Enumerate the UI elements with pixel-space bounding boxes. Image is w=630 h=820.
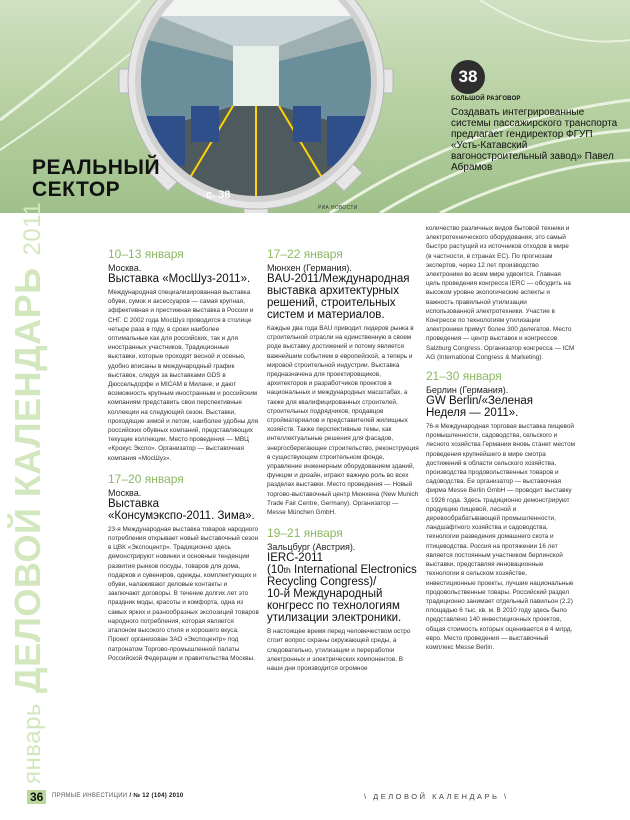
event-consumexpo <box>108 473 260 663</box>
hero-banner <box>0 0 630 213</box>
event-date: 17–22 января <box>267 247 343 261</box>
event-description: 76-я Международная торговая выставка пищевой промышленности, садоводства, сельского и лесного хозяйства Германии вновь станет местом проведения крупнейшего в мире смотра достижений в области сельского хозяйства, производства продовольственных товаров и садоводства. Ее организатор — выставочная фирма Messe Berlin GmbH — проводит выставку с 1926 года. Здесь традиционно демонстрируют продукцию пищевой, лесной и деревообрабатывающей промышленности, ландшафтного хозяйства и садоводства, технологии разведения домашнего скота и птицеводства. Россия на протяжении 16 лет является постоянным участником берлинской выставки, представляя инновационные технологии в сельском хозяйстве, инвестиционные проекты, лучшие национальные продовольственные товары. Российский раздел традиционно занимает отдельный павильон (2.2) площадью 6 тыс. кв. м. В 2010 году здесь было представлено 140 инвестиционных проектов, общая стоимость которых оценивается в 4 млрд. евро. Место проведения — выставочный комплекс Messe Berlin. <box>426 423 576 651</box>
page-number: 36 <box>27 790 46 804</box>
event-city: Москва. <box>108 487 142 498</box>
event-gw-berlin <box>426 370 576 652</box>
event-description: 23-я Международная выставка товаров народного потребления открывает новый выставочный сезон в ЦВК «Экспоцентр». Традиционно здесь демонстрируют новинки и основные тенденции развития рынков посуды, товаров для дома, подарков и сувениров, одежды, комплектующих и обуви, налаживают деловые контакты и заключают договоры. В течение долгих лет это праздник моды, красоты и комфорта, одна из самых ярких и разнообразных экспозиций товаров народного потребления, которая является эталоном высокого стиля и хорошего вкуса. Проект организован ЗАО «Экспоцентр» под патронатом Торгово-промышленной палаты Российской Федерации и правительства Москвы. <box>108 525 259 662</box>
event-title-part-a: IERC-2011 <box>267 552 324 565</box>
event-ierc-continued <box>426 224 576 362</box>
feature-number-badge: 38 <box>451 60 485 94</box>
side-title-year: 2011 <box>19 201 46 256</box>
event-title-b-pre: (10 <box>267 564 284 577</box>
section-title-line1: РЕАЛЬНЫЙ <box>32 156 161 179</box>
event-description: Международная специализированная выставка обуви, сумок и аксессуаров — самая крупная, эффективная и престижная выставка в России и СНГ. С 2002 года МосШуз проводится в столице четыре раза в году, в сроки наиболее оптимальные как для российских, так и для иностранных участников. Традиционные выставки, которые проходят весной и осенью, удобно вписаны в международный график выставок, следуя за выставками GDS в Дюссельдорфе и MICAM в Милане, и дают возможность крупным иностранным и российским компаниям представить свои перспективные коллекции на следующий сезон. Выставки, проходящие зимой и летом, наиболее удобны для российских обувных компаний, представляющих текущие коллекции. Место проведения — МВЦ «Крокус Экспо». Организатор — выставочная компания «МосШуз». <box>108 289 259 462</box>
feature-rubric: БОЛЬШОЙ РАЗГОВОР <box>451 96 521 102</box>
event-date: 17–20 января <box>108 471 184 486</box>
event-description: Каждые два года BAU приводит лидеров рынка в строительной отрасли на единственную в своем роде выставку достижений и потому является важнейшим событием в европейской, а теперь и мировой строительной индустрии. Выставка предназначена для проектировщиков, архитекторов и разработчиков проектов в национальных и международных масштабах, а также для квалифицированных строителей, строительных подрядчиков, продавцов стройматериалов и представителей жилищных хозяйств. Также перспективные темы, как интеллектуальные решения для фасадов, энергосберегающее строительство, реконструкция в существующем строительном фонде, управление инженерным оборудованием зданий, функции и дизайн, играют важную роль во всех разделах выставки. Место проведения — Новый торгово-выставочный центр Мюнхена (New Munich Trade Fair Centre, Germany). Организатор — Messe München GmbH. <box>267 325 419 517</box>
column-2 <box>267 248 419 683</box>
event-city: Москва. <box>108 263 142 273</box>
page-reference[interactable]: с. 38 <box>206 189 231 201</box>
event-bau <box>267 248 419 517</box>
photo-credit: РИА НОВОСТИ <box>318 205 358 211</box>
event-title: GW Berlin/«Зеленая Неделя — 2011». <box>426 395 534 420</box>
magazine-name: ПРЯМЫЕ ИНВЕСТИЦИИ <box>52 793 128 799</box>
section-title <box>32 157 160 201</box>
event-title <box>267 552 419 624</box>
section-title-line2: СЕКТОР <box>32 178 121 201</box>
event-title: Выставка «Консумэкспо-2011. Зима». <box>108 497 255 522</box>
event-title: Выставка «МосШуз-2011». <box>108 273 251 285</box>
side-title-main: ДЕЛОВОЙ КАЛЕНДАРЬ <box>7 267 48 694</box>
event-title-b-post: International Electronics Recycling Congress)/ <box>267 564 417 589</box>
event-mosshoes <box>108 248 260 463</box>
event-title: BAU-2011/Международная выставка архитектурных решений, строительных систем и материалов. <box>267 273 410 321</box>
magazine-info <box>52 793 184 799</box>
side-title-month: январь <box>19 703 46 784</box>
event-title-b-sup: th <box>283 565 291 576</box>
footer-section-name: \ ДЕЛОВОЙ КАЛЕНДАРЬ \ <box>364 792 509 801</box>
side-title <box>7 201 51 784</box>
event-description-continued: количество различных видов бытовой техники и электротехнического оборудования, это самый быстро растущий из источников отходов в мире (в частности, в странах ЕС). По прогнозам экспертов, через 12 лет производство электроники во всем мире удвоится. Главная цель проведения конгресса IERC — обсудить на высоком уровне экологические аспекты и важность правильной утилизации использованной электротехники. Участие в Конгрессе по технологиям утилизации электроники примут более 300 делегатов. Место проведения — центр выставок и конгрессов Salzburg Congress. Организатор конгресса — ICM AG (International Congress & Marketing). <box>426 225 575 361</box>
event-city: Берлин (Германия). <box>426 385 509 396</box>
event-city: Зальцбург (Австрия). <box>267 542 356 553</box>
feature-teaser: Создавать интегрированные системы пассажирского транспорта предлагает гендиректор ФГУП «Усть-Катавский вагоностроительный завод» Павел Абрамов <box>451 107 618 173</box>
event-ierc <box>267 527 419 673</box>
event-title-part-c: 10-й Международный конгресс по технологиям утилизации электроники. <box>267 588 402 625</box>
issue-label: / № 12 (104) 2010 <box>129 793 184 799</box>
event-city: Мюнхен (Германия). <box>267 263 352 273</box>
event-description: В настоящее время перед человечеством остро стоит вопрос охраны окружающей среды, а следовательно, утилизации и переработки электронных и электрических компонентов. В наши дни производится огромное <box>267 628 411 673</box>
event-date: 21–30 января <box>426 369 502 384</box>
event-date: 19–21 января <box>267 526 343 541</box>
column-3 <box>426 224 576 662</box>
event-date: 10–13 января <box>108 247 184 261</box>
column-1 <box>108 248 260 673</box>
event-title-part-b <box>267 564 419 588</box>
